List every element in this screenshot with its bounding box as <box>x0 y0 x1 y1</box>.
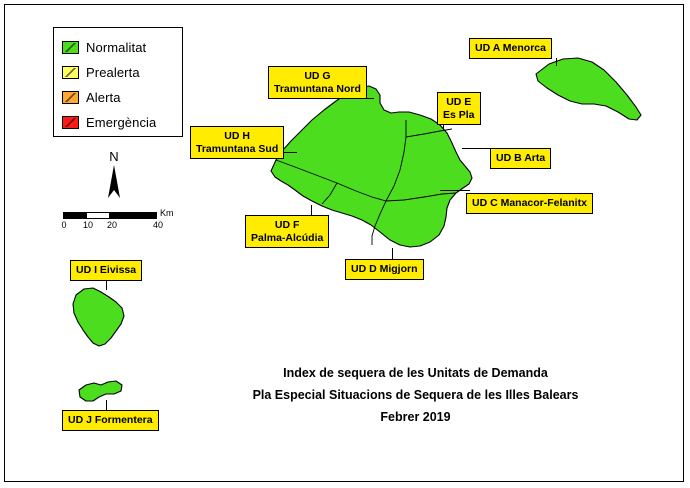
label-ud-d-migjorn-text: UD D Migjorn <box>351 263 418 275</box>
north-arrow-icon <box>106 165 122 199</box>
legend-item-emergencia <box>62 110 182 135</box>
label-ud-e-line1: UD E <box>446 96 472 108</box>
scale-bar-graphic <box>63 208 174 219</box>
leader-line-manacor <box>440 190 470 191</box>
leader-line-formentera <box>106 400 107 410</box>
legend-label-normalitat: Normalitat <box>86 40 147 55</box>
legend-label-alerta: Alerta <box>86 90 121 105</box>
label-ud-f-palma-alcudia[interactable] <box>245 215 329 248</box>
title-block <box>243 362 588 428</box>
label-ud-g-line1: UD G <box>304 70 331 82</box>
island-formentera[interactable] <box>79 381 122 401</box>
label-ud-e-es-pla[interactable] <box>437 92 481 125</box>
legend-item-normalitat <box>62 35 182 60</box>
label-ud-h-tramuntana-sud[interactable] <box>190 126 284 159</box>
scale-bar <box>61 208 174 242</box>
label-ud-d-migjorn[interactable] <box>345 259 424 280</box>
scale-tick-1: 10 <box>82 220 94 230</box>
leader-line-eivissa <box>106 280 107 290</box>
label-ud-i-eivissa[interactable] <box>70 260 142 281</box>
label-ud-a-menorca-text: UD A Menorca <box>475 42 546 54</box>
legend <box>53 27 183 137</box>
island-eivissa[interactable] <box>73 288 124 346</box>
label-ud-f-line2: Palma-Alcúdia <box>251 231 324 244</box>
label-ud-j-formentera[interactable] <box>62 410 159 431</box>
legend-item-alerta <box>62 85 182 110</box>
label-ud-h-line1: UD H <box>224 130 250 142</box>
leader-line-menorca <box>556 58 557 66</box>
legend-swatch-normalitat <box>62 41 79 54</box>
label-ud-a-menorca[interactable] <box>469 38 552 59</box>
label-ud-g-line2: Tramuntana Nord <box>274 82 361 95</box>
label-ud-g-tramuntana-nord[interactable] <box>268 66 367 99</box>
scale-tick-3: 40 <box>152 220 164 230</box>
label-ud-b-arta[interactable] <box>490 148 551 169</box>
scale-tick-0: 0 <box>61 220 67 230</box>
label-ud-c-manacor-felanitx[interactable] <box>466 193 593 214</box>
label-ud-f-line1: UD F <box>274 219 300 231</box>
label-ud-b-arta-text: UD B Arta <box>496 152 546 164</box>
legend-label-prealerta: Prealerta <box>86 65 140 80</box>
legend-swatch-prealerta <box>62 66 79 79</box>
leader-line-arta <box>462 148 492 149</box>
title-line-1: Index de sequera de les Unitats de Demanda <box>283 366 548 380</box>
label-ud-i-eivissa-text: UD I Eivissa <box>76 264 137 276</box>
label-ud-c-manacor-text: UD C Manacor-Felanitx <box>472 197 587 209</box>
title-line-3: Febrer 2019 <box>380 410 451 424</box>
title-line-2: Pla Especial Situacions de Sequera de les Illes Balears <box>252 388 579 402</box>
legend-item-prealerta <box>62 60 182 85</box>
island-menorca[interactable] <box>536 58 641 120</box>
legend-swatch-emergencia <box>62 116 79 129</box>
legend-label-emergencia: Emergència <box>86 115 157 130</box>
scale-ticks <box>63 220 173 232</box>
scale-unit-label: Km <box>160 208 174 218</box>
label-ud-h-line2: Tramuntana Sud <box>196 142 279 155</box>
north-letter: N <box>109 149 119 164</box>
legend-swatch-alerta <box>62 91 79 104</box>
scale-tick-2: 20 <box>106 220 118 230</box>
label-ud-j-formentera-text: UD J Formentera <box>68 414 153 426</box>
label-ud-e-line2: Es Pla <box>443 108 475 121</box>
north-arrow <box>94 150 134 200</box>
